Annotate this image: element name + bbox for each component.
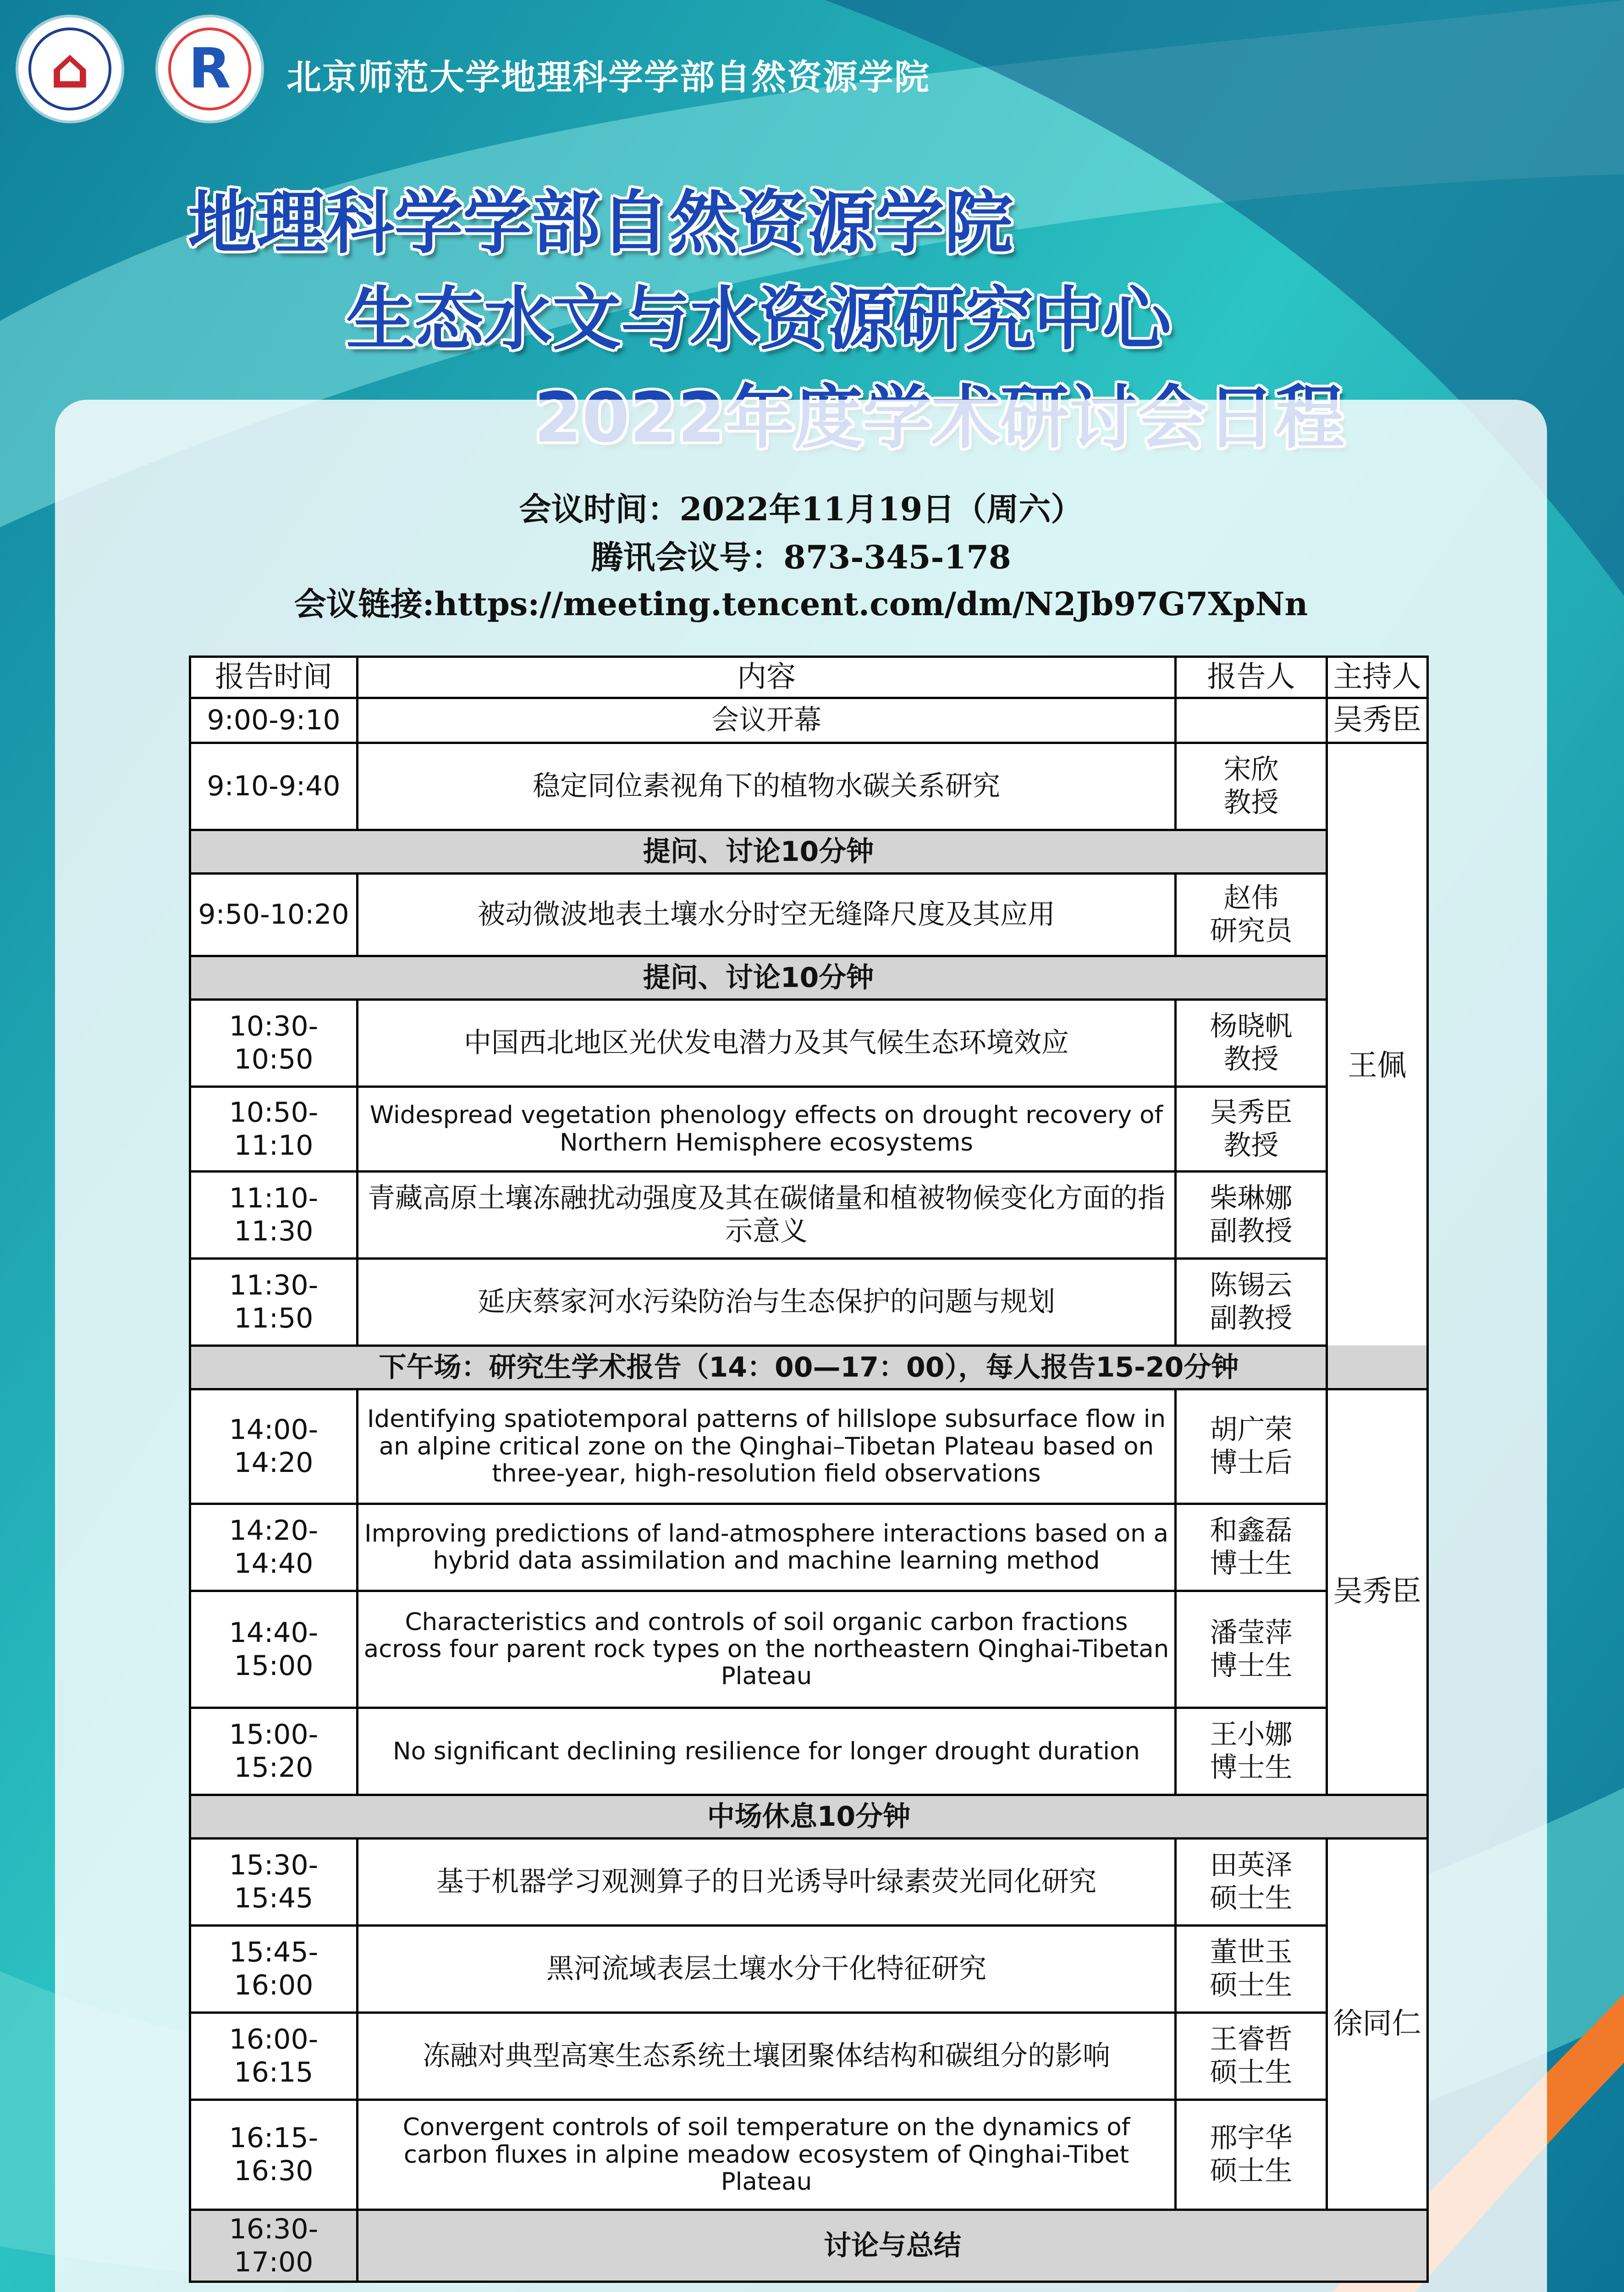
speaker-title: 副教授 (1210, 1215, 1293, 1248)
speaker-title: 教授 (1223, 1129, 1279, 1162)
table-row (190, 1838, 1428, 1925)
speaker-name: 王小娜 (1210, 1719, 1293, 1751)
speaker-name: 胡广荣 (1210, 1414, 1293, 1446)
header-time: 报告时间 (190, 657, 358, 698)
report-content: No significant declining resilience for longer drought duration (358, 1708, 1176, 1795)
table-row (190, 1591, 1428, 1708)
schedule-table (189, 656, 1429, 2283)
speaker-cell (1176, 1925, 1327, 2012)
host-cell: 徐同仁 (1327, 1838, 1428, 2209)
meeting-id: 腾讯会议号：873-345-178 (591, 538, 1011, 576)
table-row (190, 1171, 1428, 1258)
speaker-name: 田英泽 (1210, 1849, 1293, 1882)
report-content: 延庆蔡家河水污染防治与生态保护的问题与规划 (358, 1258, 1176, 1345)
table-row (190, 1086, 1428, 1171)
report-time: 14:40-15:00 (190, 1591, 358, 1708)
speaker-cell (1176, 1838, 1327, 1925)
report-content: Identifying spatiotemporal patterns of hillslope subsurface flow in an alpine critical zone on the Qinghai–Tibetan Plateau based on three-year, high-resolution field observations (358, 1389, 1176, 1504)
break-row (190, 956, 1428, 999)
host-cell: 吴秀臣 (1327, 698, 1428, 743)
report-time: 15:30-15:45 (190, 1838, 358, 1925)
table-row (190, 1504, 1428, 1591)
host-cell: 王佩 (1327, 743, 1428, 1389)
table-row (190, 1389, 1428, 1504)
speaker-cell (1176, 873, 1327, 956)
speaker-name: 王睿哲 (1210, 2023, 1293, 2056)
report-time: 16:00-16:15 (190, 2012, 358, 2099)
host-cell: 吴秀臣 (1327, 1389, 1428, 1795)
school-logo: R (158, 17, 261, 121)
speaker-name: 董世玉 (1210, 1936, 1293, 1969)
report-content: Convergent controls of soil temperature on the dynamics of carbon fluxes in alpine meadow ecosystem of Qinghai-Tibet Plateau (358, 2099, 1176, 2209)
faculty-logo: ⌂ (18, 17, 121, 121)
break-label: 下午场：研究生学术报告（14：00—17：00），每人报告15-20分钟 (190, 1345, 1428, 1389)
report-time: 10:30-10:50 (190, 999, 358, 1086)
table-row (190, 1925, 1428, 2012)
report-content: 青藏高原土壤冻融扰动强度及其在碳储量和植被物候变化方面的指示意义 (358, 1171, 1176, 1258)
speaker-name: 柴琳娜 (1210, 1182, 1293, 1215)
speaker-title: 副教授 (1210, 1302, 1293, 1335)
report-content: 被动微波地表土壤水分时空无缝降尺度及其应用 (358, 873, 1176, 956)
speaker-title: 硕士生 (1210, 2056, 1293, 2089)
report-content: Widespread vegetation phenology effects on drought recovery of Northern Hemisphere ecosystems (358, 1086, 1176, 1171)
speaker-cell (1176, 1389, 1327, 1504)
report-content: 冻融对典型高寒生态系统土壤团聚体结构和碳组分的影响 (358, 2012, 1176, 2099)
table-row (190, 873, 1428, 956)
speaker-name: 宋欣 (1223, 754, 1279, 786)
report-time: 14:00-14:20 (190, 1389, 358, 1504)
speaker-title: 研究员 (1210, 915, 1293, 948)
report-content: 基于机器学习观测算子的日光诱导叶绿素荧光同化研究 (358, 1838, 1176, 1925)
report-content: Characteristics and controls of soil organic carbon fractions across four parent rock types on the northeastern Qinghai-Tibetan Plateau (358, 1591, 1176, 1708)
speaker-name: 和鑫磊 (1210, 1515, 1293, 1547)
speaker-title: 教授 (1223, 1043, 1279, 1076)
break-label: 提问、讨论10分钟 (190, 830, 1327, 873)
report-time: 14:20-14:40 (190, 1504, 358, 1591)
speaker-cell (1176, 999, 1327, 1086)
report-content: 黑河流域表层土壤水分干化特征研究 (358, 1925, 1176, 2012)
speaker-title: 教授 (1223, 787, 1279, 819)
speaker-title: 博士生 (1210, 1752, 1293, 1784)
speaker-title: 硕士生 (1210, 2155, 1293, 2187)
speaker-name: 吴秀臣 (1210, 1096, 1293, 1129)
speaker-cell (1176, 1708, 1327, 1795)
table-row (190, 1258, 1428, 1345)
table-row (190, 2099, 1428, 2209)
speaker-title: 博士后 (1210, 1447, 1293, 1479)
header-host: 主持人 (1327, 657, 1428, 698)
report-time: 15:00-15:20 (190, 1708, 358, 1795)
closing-row (190, 2209, 1428, 2281)
title-line-1: 地理科学学部自然资源学院 (188, 183, 1013, 263)
speaker-cell (1176, 1591, 1327, 1708)
meeting-link[interactable]: 会议链接:https://meeting.tencent.com/dm/N2Jb97G7XpNn (294, 585, 1308, 623)
report-time: 9:00-9:10 (190, 698, 358, 743)
speaker-name: 赵伟 (1223, 882, 1279, 915)
speaker-cell (1176, 698, 1327, 743)
break-label: 中场休息10分钟 (190, 1795, 1428, 1838)
org-name: 北京师范大学地理科学学部自然资源学院 (286, 57, 930, 98)
break-row (190, 1345, 1428, 1389)
report-content: Improving predictions of land-atmosphere interactions based on a hybrid data assimilation and machine learning method (358, 1504, 1176, 1591)
speaker-title: 博士生 (1210, 1548, 1293, 1580)
report-time: 15:45-16:00 (190, 1925, 358, 2012)
speaker-title: 硕士生 (1210, 1882, 1293, 1915)
report-content: 中国西北地区光伏发电潜力及其气候生态环境效应 (358, 999, 1176, 1086)
report-time: 11:30-11:50 (190, 1258, 358, 1345)
report-time: 11:10-11:30 (190, 1171, 358, 1258)
header-content: 内容 (358, 657, 1176, 698)
speaker-cell (1176, 1504, 1327, 1591)
break-label: 提问、讨论10分钟 (190, 956, 1327, 999)
closing-label: 讨论与总结 (358, 2209, 1428, 2281)
table-row (190, 2012, 1428, 2099)
table-row (190, 999, 1428, 1086)
speaker-title: 博士生 (1210, 1649, 1293, 1682)
speaker-name: 潘莹萍 (1210, 1616, 1293, 1649)
report-time: 16:15-16:30 (190, 2099, 358, 2209)
speaker-cell (1176, 1171, 1327, 1258)
speaker-name: 陈锡云 (1210, 1269, 1293, 1302)
table-row (190, 1708, 1428, 1795)
table-row (190, 698, 1428, 743)
speaker-cell (1176, 1258, 1327, 1345)
meeting-time: 会议时间：2022年11月19日（周六） (519, 490, 1083, 528)
title-line-2: 生态水文与水资源研究中心 (346, 280, 1172, 359)
speaker-name: 杨晓帆 (1210, 1010, 1293, 1043)
report-content: 稳定同位素视角下的植物水碳关系研究 (358, 743, 1176, 830)
report-time: 16:30-17:00 (190, 2209, 358, 2281)
speaker-cell (1176, 1086, 1327, 1171)
table-header-row (190, 657, 1428, 698)
speaker-cell (1176, 2099, 1327, 2209)
speaker-cell (1176, 2012, 1327, 2099)
report-time: 9:10-9:40 (190, 743, 358, 830)
speaker-cell (1176, 743, 1327, 830)
report-content: 会议开幕 (358, 698, 1176, 743)
header-speaker: 报告人 (1176, 657, 1327, 698)
break-row (190, 1795, 1428, 1838)
report-time: 9:50-10:20 (190, 873, 358, 956)
report-time: 10:50-11:10 (190, 1086, 358, 1171)
speaker-name: 邢宇华 (1210, 2122, 1293, 2154)
table-row (190, 743, 1428, 830)
break-row (190, 830, 1428, 873)
speaker-title: 硕士生 (1210, 1969, 1293, 2002)
